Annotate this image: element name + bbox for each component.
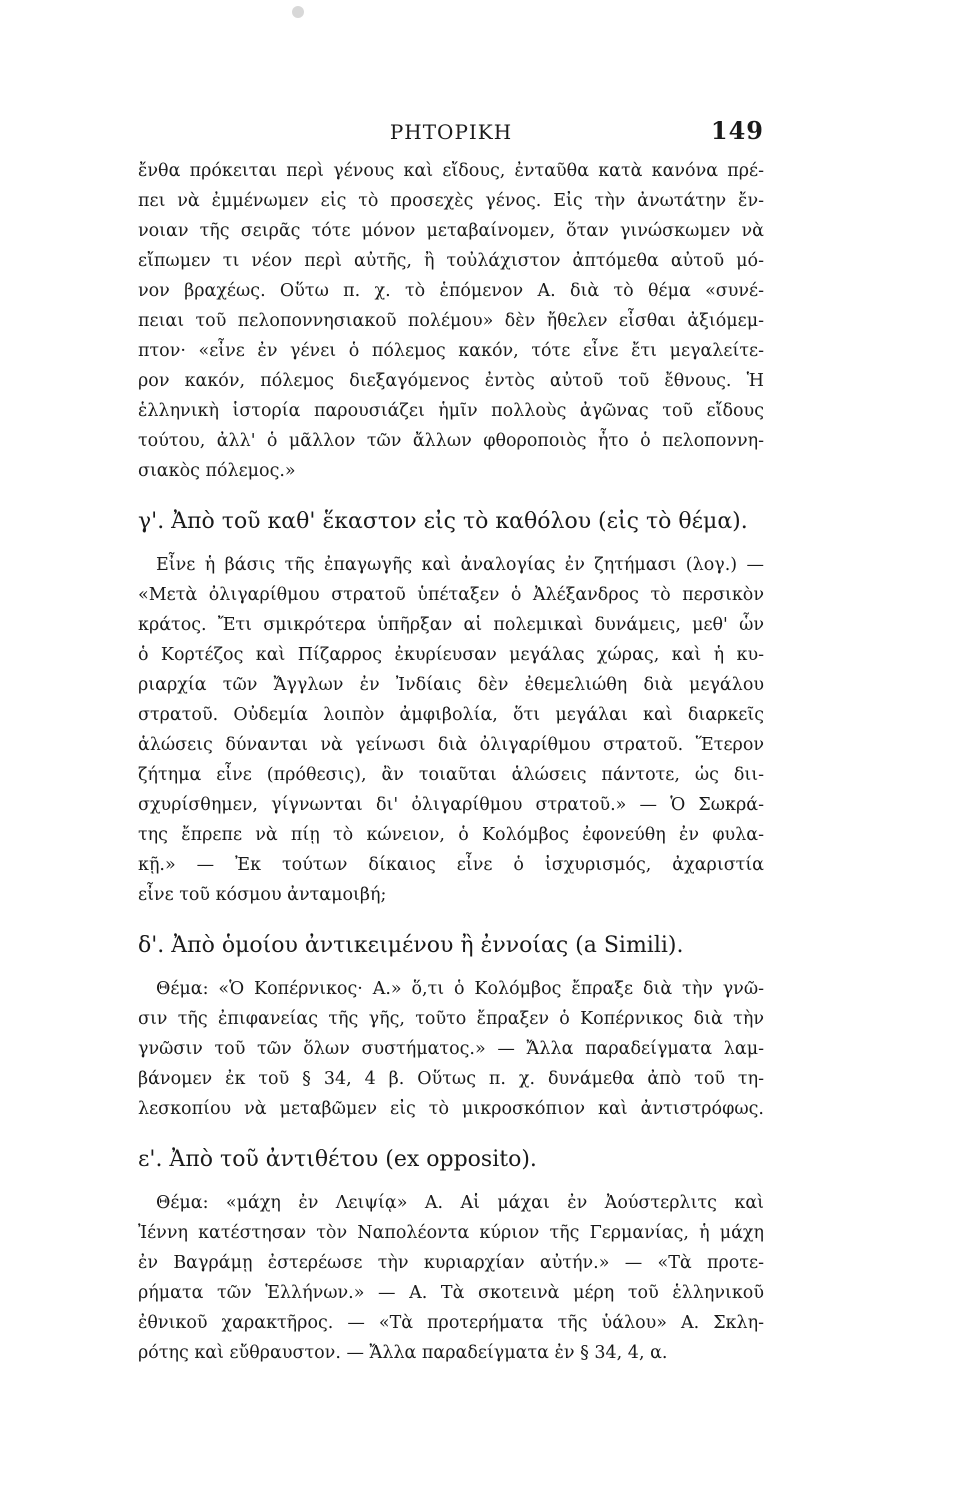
text-line: νοιαν τῆς σειρᾶς τότε μόνον μεταβαίνομεν, ὅταν γινώσκωμεν νὰ [138, 221, 764, 241]
text-line: σχυρίσθημεν, γίγνωνται δι' ὀλιγαρίθμου στρατοῦ.» — Ὁ Σωκρά- [138, 795, 764, 815]
text-line: ἁλώσεις δύνανται νὰ γείνωσι διὰ ὀλιγαρίθμου στρατοῦ. Ἕτερον [138, 735, 764, 755]
print-speck [292, 6, 304, 18]
paragraph-2 [138, 550, 764, 910]
text-line: Ἰέννη κατέστησαν τὸν Ναπολέοντα κύριον τῆς Γερμανίας, ἡ μάχη [138, 1223, 764, 1243]
text-line: της ἔπρεπε νὰ πίῃ τὸ κώνειον, ὁ Κολόμβος ἐφονεύθη ἐν φυλα- [138, 825, 764, 845]
text-line: ρότης καὶ εὔθραυστον. — Ἄλλα παραδείγματα ἐν § 34, 4, α. [138, 1343, 668, 1363]
text-line: τούτου, ἀλλ' ὁ μᾶλλον τῶν ἄλλων φθοροποιὸς ἦτο ὁ πελοποννη- [138, 431, 764, 451]
text-line: στρατοῦ. Οὐδεμία λοιπὸν ἀμφιβολία, ὅτι μεγάλαι καὶ διαρκεῖς [138, 705, 764, 725]
text-line: βάνομεν ἐκ τοῦ § 34, 4 β. Οὕτως π. χ. δυνάμεθα ἀπὸ τοῦ τη- [138, 1069, 764, 1089]
text-line: κῇ.» — Ἐκ τούτων δίκαιος εἶνε ὁ ἰσχυρισμός, ἀχαριστία [138, 855, 764, 875]
section-heading-delta: δ'. Ἀπὸ ὁμοίου ἀντικειμένου ἢ ἐννοίας (a Simili). [138, 933, 684, 958]
section-heading-gamma: γ'. Ἀπὸ τοῦ καθ' ἕκαστον εἰς τὸ καθόλου (εἰς τὸ θέμα). [138, 509, 748, 534]
text-line: λεσκοπίου νὰ μεταβῶμεν εἰς τὸ μικροσκόπιον καὶ ἀντιστρόφως. [138, 1099, 764, 1119]
text-line: πειαι τοῦ πελοποννησιακοῦ πολέμου» δὲν ἤθελεν εἶσθαι ἀξιόμεμ- [138, 311, 764, 331]
text-line: γνῶσιν τοῦ τῶν ὅλων συστήματος.» — Ἄλλα παραδείγματα λαμ- [138, 1039, 764, 1059]
text-line: πτον· «εἶνε ἐν γένει ὁ πόλεμος κακόν, τότε εἶνε ἔτι μεγαλείτε- [138, 341, 764, 361]
text-line: εἴπωμεν τι νέον περὶ αὐτῆς, ἢ τοὐλάχιστον ἀπτόμεθα αὐτοῦ μό- [138, 251, 764, 271]
text-line: ὁ Κορτέζος καὶ Πίζαρρος ἐκυρίευσαν μεγάλας χώρας, καὶ ἡ κυ- [138, 645, 764, 665]
text-line: ἑλληνικὴ ἱστορία παρουσιάζει ἡμῖν πολλοὺς ἀγῶνας τοῦ εἴδους [138, 401, 764, 421]
text-line: ἐθνικοῦ χαρακτῆρος. — «Τὰ προτερήματα τῆς ὑάλου» Α. Σκλη- [138, 1313, 764, 1333]
text-line: ριαρχία τῶν Ἄγγλων ἐν Ἰνδίαις δὲν ἐθεμελιώθη διὰ μεγάλου [138, 675, 764, 695]
text-line: ἔνθα πρόκειται περὶ γένους καὶ εἴδους, ἐνταῦθα κατὰ κανόνα πρέ- [138, 161, 764, 181]
text-line: Θέμα: «μάχη ἐν Λειψίᾳ» Α. Αἱ μάχαι ἐν Ἀούστερλιτς καὶ [156, 1193, 764, 1213]
text-line: πει νὰ ἐμμένωμεν εἰς τὸ προσεχὲς γένος. Εἰς τὴν ἀνωτάτην ἔν- [138, 191, 764, 211]
text-line: εἶνε τοῦ κόσμου ἀνταμοιβή; [138, 885, 387, 905]
text-line: ἐν Βαγράμῃ ἐστερέωσε τὴν κυριαρχίαν αὐτήν.» — «Τὰ προτε- [138, 1253, 764, 1273]
text-line: ρον κακόν, πόλεμος διεξαγόμενος ἐντὸς αὐτοῦ τοῦ ἔθνους. Ἡ [138, 371, 764, 391]
text-line: «Μετὰ ὀλιγαρίθμου στρατοῦ ὑπέταξεν ὁ Ἀλέξανδρος τὸ περσικὸν [138, 585, 764, 605]
text-line: κράτος. Ἔτι σμικρότερα ὑπῆρξαν αἱ πολεμικαὶ δυνάμεις, μεθ' ὧν [138, 615, 764, 635]
text-line: ζήτημα εἶνε (πρόθεσις), ἂν τοιαῦται ἁλώσεις πάντοτε, ὡς διι- [138, 765, 764, 785]
page-header [138, 116, 764, 152]
running-title: ΡΗΤΟΡΙΚΗ [389, 120, 513, 144]
paragraph-3 [138, 974, 764, 1124]
paragraph-4 [138, 1188, 764, 1368]
body-text [138, 156, 764, 1368]
paragraph-1 [138, 156, 764, 486]
text-line: ρήματα τῶν Ἑλλήνων.» — Α. Τὰ σκοτεινὰ μέρη τοῦ ἑλληνικοῦ [138, 1283, 764, 1303]
page-number: 149 [710, 116, 764, 145]
text-line: Θέμα: «Ὁ Κοπέρνικος· Α.» ὅ,τι ὁ Κολόμβος ἔπραξε διὰ τὴν γνῶ- [156, 979, 764, 999]
section-heading-epsilon: ε'. Ἀπὸ τοῦ ἀντιθέτου (ex opposito). [138, 1147, 537, 1172]
text-line: νον βραχέως. Οὕτω π. χ. τὸ ἑπόμενον Α. διὰ τὸ θέμα «συνέ- [138, 281, 764, 301]
text-line: Εἶνε ἡ βάσις τῆς ἐπαγωγῆς καὶ ἀναλογίας ἐν ζητήμασι (λογ.) — [156, 555, 764, 575]
text-line: σιν τῆς ἐπιφανείας τῆς γῆς, τοῦτο ἔπραξεν ὁ Κοπέρνικος διὰ τὴν [138, 1009, 764, 1029]
text-line: σιακὸς πόλεμος.» [138, 461, 296, 481]
